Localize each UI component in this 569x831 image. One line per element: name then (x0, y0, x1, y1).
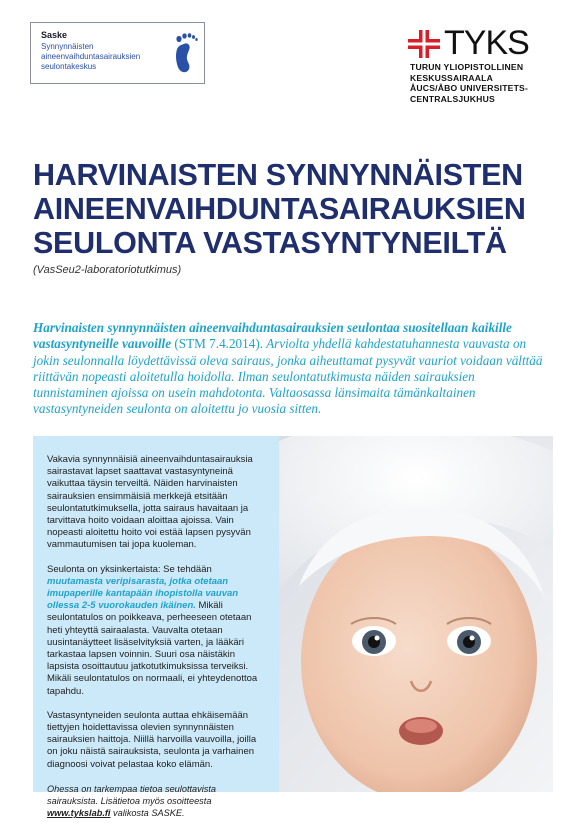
title-line: AINEENVAIHDUNTASAIRAUKSIEN (33, 192, 526, 226)
baby-illustration (279, 436, 553, 792)
info-panel-text (47, 454, 269, 831)
info-panel (33, 436, 279, 819)
saske-subtitle: Synnynnäisten aineenvaihduntasairauksien seulontakeskus (41, 42, 141, 71)
title-line: SEULONTA VASTASYNTYNEILTÄ (33, 226, 507, 260)
tyks-name: TYKS (444, 24, 529, 62)
tyks-line: CENTRALSJUKHUS (410, 93, 495, 104)
panel-note (47, 783, 269, 820)
saske-logo-box (30, 22, 205, 84)
panel-text-span: Mikäli seulontatulos on poikkeava, perheeseen otetaan heti yhteyttä sairaalasta. Vauvalta otetaan uusintanäytteet lisäselvityksiä varten, ja lääkäri tarkastaa lapsen voinnin. Suuri osa näistäkin lapsista osoittautuu jatkotutkimuksissa terveiksi. Mikäli seulontatulos on normaali, ei yhteydenottoa tapahdu. (47, 600, 258, 697)
tykslab-link[interactable]: www.tykslab.fi (47, 808, 111, 819)
baby-photo (279, 436, 553, 792)
saske-title: Saske (41, 30, 68, 40)
note-text: Ohessa on tarkempaa tietoa seulottavista sairauksista. Lisätietoa myös osoitteesta (47, 783, 217, 807)
red-cross-icon (408, 30, 440, 58)
tyks-line: TURUN YLIOPISTOLLINEN (410, 62, 524, 72)
panel-paragraph: Vastasyntyneiden seulonta auttaa ehkäisemään tiettyjen hoidettavissa olevien synnynnäisten sairauksien haittoja. Niillä harvoilla vauvoilla, joilla on joku näistä sairauksista, seulonta ja varhainen diagnoosi voivat pelastaa koko elämän. (47, 709, 257, 770)
panel-text-span: Seulonta on yksinkertaista: Se tehdään (47, 563, 212, 575)
intro-body: Arviolta yhdellä kahdestatuhannesta vauvasta on jokin seulonnalla löydettävissä oleva sairaus, jonka aiheuttamat pysyvät vauriot voidaan välttää riittävän nopeasti aloitetulla hoidolla. Ilman seulontatutkimusta näiden sairauksien tunnistaminen ajoissa on usein mahdotonta. Valtaosassa länsimaita tämänkaltainen vastasyntyneiden seulonta on aloitettu jo vuosia sitten. (33, 336, 543, 417)
intro-reference: (STM 7.4.2014). (174, 336, 264, 352)
page-title (33, 158, 553, 260)
footprint-icon (169, 29, 201, 75)
note-text: valikosta SASKE. (113, 808, 185, 819)
intro-paragraph (33, 320, 543, 418)
page-subtitle: (VasSeu2-laboratoriotutkimus) (33, 264, 182, 276)
tyks-line: KESKUSSAIRAALA (410, 72, 494, 83)
panel-paragraph (47, 564, 269, 698)
tyks-hospital-name (410, 62, 528, 104)
panel-paragraph: Vakavia synnynnäisiä aineenvaihduntasairauksia sairastavat lapset saattavat vastasyntyneinä vaikuttaa täysin terveiltä. Näiden harvinaisten sairauksien ensimmäisiä merkkejä etsitään seulontatutkimuksella, jotta sairaus havaitaan ja tarvittava hoito voidaan aloittaa ajoissa. Vain nopeasti aloitettu hoito voi estää lapsen pysyvän vammautumisen tai jopa kuoleman. (47, 454, 253, 551)
tyks-logo (408, 24, 553, 114)
intro-highlight: Harvinaisten synnynnäisten aineenvaihduntasairauksien seulontaa suositellaan kaikille vastasyntyneille vauvoille (33, 320, 512, 352)
panel-highlight: muutamasta veripisarasta, jotka otetaan imupaperille kantapään ihopistolla vauvan ollessa 2-5 vuorokauden ikäinen. (47, 575, 239, 612)
tyks-line: ÅUCS/ÅBO UNIVERSITETS- (410, 83, 529, 93)
title-line: HARVINAISTEN SYNNYNNÄISTEN (33, 158, 523, 192)
